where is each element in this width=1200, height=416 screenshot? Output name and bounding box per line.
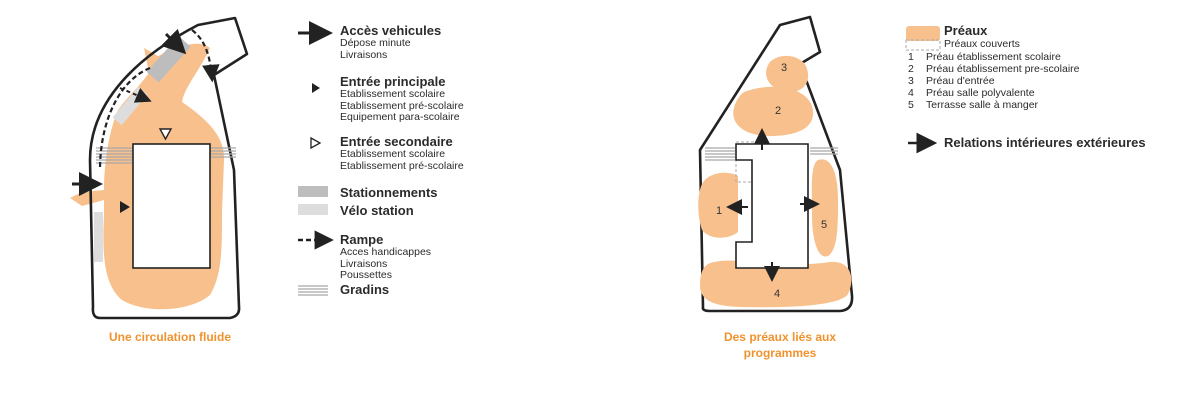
legend-preaux-title: Préaux <box>944 23 988 38</box>
zone-number-4: 4 <box>774 288 781 300</box>
building-block <box>133 144 210 268</box>
legend-preau-label: Terrasse salle à manger <box>926 99 1039 111</box>
secondary-entrance-legend-icon <box>311 138 320 148</box>
preau-zone-2 <box>733 87 813 136</box>
parking-legend-swatch <box>298 186 328 197</box>
right-caption-line1: Des préaux liés aux <box>723 330 837 344</box>
legend-preau-item <box>904 75 995 87</box>
legend-preau-label: Préau établissement pre-scolaire <box>926 63 1080 75</box>
legend-preaux <box>944 24 987 38</box>
legend-stands-title: Gradins <box>340 282 390 297</box>
zone-number-1: 1 <box>716 205 723 217</box>
legend-ramp-title: Rampe <box>340 232 384 247</box>
bike-legend-swatch <box>298 204 328 215</box>
legend-preau-label: Préau d'entrée <box>926 75 995 87</box>
legend-main-entrance-line: Equipement para-scolaire <box>340 111 460 123</box>
legend-vehicular-title: Accès vehicules <box>340 23 442 38</box>
bike-strip-2 <box>94 212 103 262</box>
legend-stands <box>340 283 389 297</box>
legend-preau-num: 4 <box>908 87 914 99</box>
legend-preau-item <box>904 99 1038 111</box>
legend-preau-item <box>904 51 1061 63</box>
legend-covered-label: Préaux couverts <box>944 38 1020 50</box>
zone-number-5: 5 <box>821 219 828 231</box>
legend-relations <box>944 136 1146 150</box>
left-caption: Une circulation fluide <box>108 330 231 344</box>
left-legend-icons <box>298 33 329 295</box>
left-legend <box>340 24 570 304</box>
legend-parking <box>340 186 438 200</box>
legend-main-entrance-line: Etablissement scolaire <box>340 88 446 100</box>
legend-main-entrance <box>340 75 464 124</box>
legend-secondary-entrance-line: Etablissement scolaire <box>340 148 446 160</box>
legend-preau-num: 1 <box>908 51 914 63</box>
zone-number-2: 2 <box>775 105 782 117</box>
legend-parking-title: Stationnements <box>340 185 438 200</box>
left-site-plan <box>70 18 247 318</box>
legend-main-entrance-title: Entrée principale <box>340 74 446 89</box>
stands-legend-swatch <box>298 286 328 295</box>
legend-secondary-entrance-title: Entrée secondaire <box>340 134 453 149</box>
legend-ramp <box>340 233 431 282</box>
legend-ramp-line: Acces handicappes <box>340 246 432 258</box>
legend-vehicular <box>340 24 441 61</box>
legend-main-entrance-line: Etablissement pré-scolaire <box>340 99 464 112</box>
legend-preau-item <box>904 87 1035 99</box>
legend-preau-item <box>904 63 1080 75</box>
legend-vehicular-line: Dépose minute <box>340 37 411 49</box>
right-caption <box>680 329 880 361</box>
legend-ramp-line: Poussettes <box>340 269 392 281</box>
right-site-plan <box>698 17 852 311</box>
legend-bike-title: Vélo station <box>340 203 414 218</box>
legend-secondary-entrance-line: Etablissement pré-scolaire <box>340 159 464 172</box>
right-caption-line2: programmes <box>743 346 817 360</box>
zone-number-3: 3 <box>781 62 788 74</box>
legend-ramp-line: Livraisons <box>340 257 388 270</box>
legend-bike <box>340 204 414 218</box>
legend-preau-label: Préau établissement scolaire <box>926 51 1061 63</box>
main-entrance-legend-icon <box>312 83 320 93</box>
legend-covered <box>944 38 1020 50</box>
preau-zone-5 <box>812 159 838 256</box>
legend-secondary-entrance <box>340 135 464 172</box>
legend-preau-num: 3 <box>908 75 914 87</box>
legend-preau-label: Préau salle polyvalente <box>926 87 1035 99</box>
legend-preau-num: 2 <box>908 63 914 75</box>
legend-relations-title: Relations intérieures extérieures <box>944 135 1146 150</box>
legend-preau-num: 5 <box>908 99 914 111</box>
legend-vehicular-line: Livraisons <box>340 48 388 61</box>
right-legend <box>904 24 1194 164</box>
